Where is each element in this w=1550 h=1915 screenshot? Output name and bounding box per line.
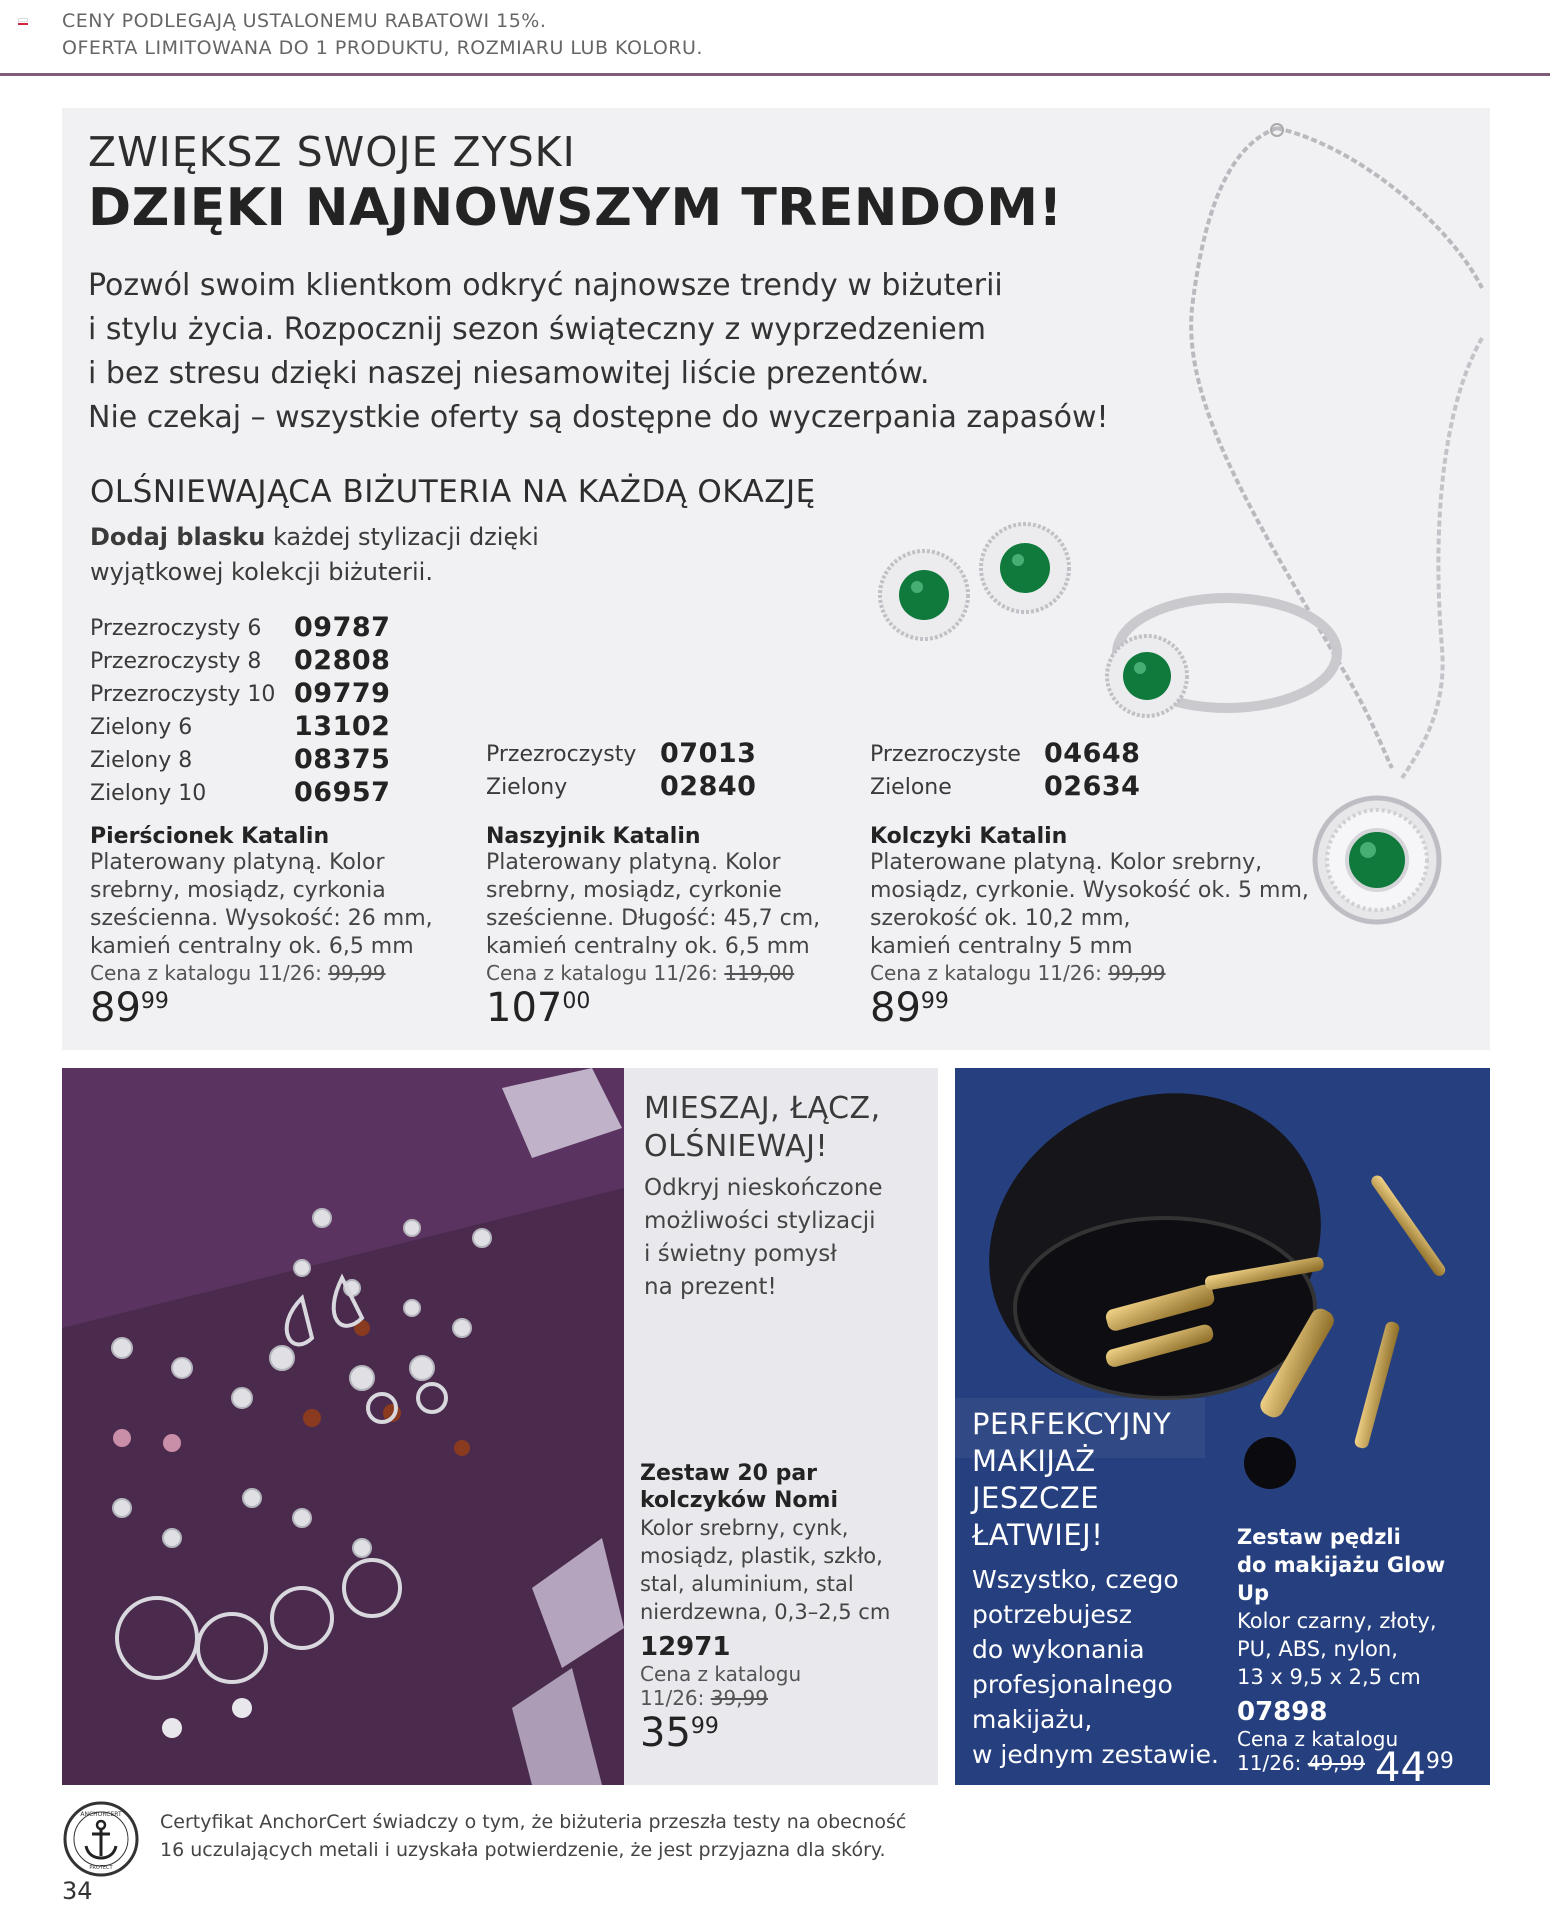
cert-line: Certyfikat AnchorCert świadczy o tym, że biżuteria przeszła testy na obecność <box>160 1811 907 1833</box>
variant-name: Przezroczyste <box>870 742 1021 767</box>
product-desc-line: srebrny, mosiądz, cyrkonia <box>90 878 386 903</box>
variant-row <box>486 738 816 771</box>
price-dec: 99 <box>1425 1749 1454 1774</box>
mix-heading <box>644 1090 881 1166</box>
product-desc-line: sześcienne. Długość: 45,7 cm, <box>486 906 821 931</box>
product-desc-line: Kolor srebrny, cynk, <box>640 1516 849 1540</box>
variant-code: 02808 <box>294 645 391 676</box>
ring-product-info <box>90 824 470 1031</box>
hero-lead <box>88 264 1148 440</box>
badge-top-text: ANCHORCERT <box>80 1811 122 1818</box>
catalog-label: Cena z katalogu 11/26: <box>90 961 329 985</box>
product-desc-line: PU, ABS, nylon, <box>1237 1637 1398 1661</box>
lead-line: Pozwól swoim klientkom odkryć najnowsze trendy w biżuterii <box>88 268 1003 303</box>
brush-body-line: do wykonania <box>972 1635 1145 1664</box>
catalog-price <box>1237 1751 1365 1775</box>
product-desc-line: mosiądz, cyrkonie. Wysokość ok. 5 mm, <box>870 878 1309 903</box>
brush-heading-line: ŁATWIEJ! <box>972 1518 1104 1552</box>
product-desc-line: Kolor czarny, złoty, <box>1237 1609 1437 1633</box>
variant-code: 08375 <box>294 744 391 775</box>
product-name: Naszyjnik Katalin <box>486 824 701 849</box>
flag-icon <box>18 18 28 26</box>
product-name-line: Zestaw 20 par <box>640 1461 818 1486</box>
brush-price-row <box>1237 1745 1482 1785</box>
product-desc-line: srebrny, mosiądz, cyrkonie <box>486 878 782 903</box>
current-price <box>640 1710 930 1756</box>
earring-set-text-panel <box>624 1068 938 1785</box>
section-sub-rest: każdej stylizacji dzięki <box>265 523 539 551</box>
ring-variant-table <box>90 612 420 812</box>
price-int: 107 <box>486 985 563 1031</box>
variant-row <box>870 738 1200 771</box>
lead-line: Nie czekaj – wszystkie oferty są dostępne do wyczerpania zapasów! <box>88 400 1109 435</box>
brush-body <box>972 1562 1219 1772</box>
variant-name: Zielony <box>486 775 568 800</box>
variant-name: Przezroczysty 6 <box>90 616 262 641</box>
product-desc-line: mosiądz, plastik, szkło, <box>640 1544 883 1568</box>
necklace-variant-table <box>486 738 816 808</box>
variant-row <box>90 744 420 777</box>
brush-body-line: potrzebujesz <box>972 1600 1132 1629</box>
old-price: 119,00 <box>724 961 795 985</box>
product-code: 07898 <box>1237 1697 1328 1727</box>
price-int: 44 <box>1375 1745 1426 1785</box>
product-desc-line: Platerowany platyną. Kolor <box>486 850 781 875</box>
jewelry-hero-panel <box>62 108 1490 1050</box>
current-price <box>1375 1745 1454 1785</box>
earring-set-illustration <box>62 1068 624 1785</box>
lead-line: i stylu życia. Rozpocznij sezon świąteczny z wyprzedzeniem <box>88 312 986 347</box>
product-desc-line: stal, aluminium, stal <box>640 1572 854 1596</box>
mix-body-line: możliwości stylizacji <box>644 1208 876 1234</box>
brush-heading-line: JESZCZE <box>972 1481 1100 1515</box>
price-dec: 99 <box>690 1714 719 1739</box>
variant-name: Zielony 8 <box>90 748 193 773</box>
variant-row <box>90 612 420 645</box>
catalog-label-2: 11/26: <box>640 1686 711 1710</box>
brush-body-line: w jednym zestawie. <box>972 1740 1219 1769</box>
brush-heading-line: MAKIJAŻ <box>972 1444 1096 1478</box>
section-subtitle <box>90 520 650 590</box>
catalog-price <box>640 1686 930 1710</box>
mix-heading-line: OLŚNIEWAJ! <box>644 1129 829 1164</box>
brush-set-panel <box>955 1068 1490 1785</box>
mix-heading-line: MIESZAJ, ŁĄCZ, <box>644 1091 881 1126</box>
product-name: Pierścionek Katalin <box>90 824 330 849</box>
variant-row <box>90 678 420 711</box>
variant-code: 07013 <box>660 738 757 769</box>
catalog-price <box>870 961 1350 985</box>
price-dec: 99 <box>920 989 949 1014</box>
variant-name: Zielony 10 <box>90 781 207 806</box>
product-desc-line: kamień centralny ok. 6,5 mm <box>486 934 810 959</box>
header-divider <box>0 73 1550 76</box>
earrings-product-info <box>870 824 1350 1031</box>
catalog-price <box>90 961 470 985</box>
variant-row <box>90 645 420 678</box>
catalog-label: Cena z katalogu <box>1237 1727 1399 1751</box>
product-desc-line: Platerowany platyną. Kolor <box>90 850 385 875</box>
variant-row <box>486 771 816 804</box>
variant-row <box>870 771 1200 804</box>
variant-name: Przezroczysty 8 <box>90 649 262 674</box>
brush-set-info <box>1237 1523 1482 1785</box>
variant-code: 09779 <box>294 678 391 709</box>
variant-row <box>90 777 420 810</box>
price-int: 35 <box>640 1710 691 1756</box>
brush-heading-line: PERFEKCYJNY <box>972 1407 1172 1441</box>
brush-body-line: Wszystko, czego <box>972 1565 1179 1594</box>
section-sub-bold: Dodaj blasku <box>90 523 266 551</box>
product-desc-line: 13 x 9,5 x 2,5 cm <box>1237 1665 1421 1689</box>
section-title: OLŚNIEWAJĄCA BIŻUTERIA NA KAŻDĄ OKAZJĘ <box>90 474 816 510</box>
page-number: 34 <box>62 1877 93 1905</box>
catalog-label: Cena z katalogu 11/26: <box>870 961 1109 985</box>
notice-line-2: OFERTA LIMITOWANA DO 1 PRODUKTU, ROZMIARU LUB KOLORU. <box>62 37 703 59</box>
necklace-product-info <box>486 824 866 1031</box>
old-price: 99,99 <box>1108 961 1166 985</box>
variant-code: 13102 <box>294 711 391 742</box>
product-desc-line: nierdzewna, 0,3–2,5 cm <box>640 1600 891 1624</box>
price-int: 89 <box>90 985 141 1031</box>
brush-heading <box>972 1406 1171 1554</box>
section-sub-line2: wyjątkowej kolekcji biżuterii. <box>90 558 433 586</box>
price-dec: 00 <box>562 989 591 1014</box>
old-price: 49,99 <box>1307 1751 1365 1775</box>
current-price <box>486 985 866 1031</box>
product-name-line: Zestaw pędzli <box>1237 1525 1401 1549</box>
cert-line: 16 uczulających metali i uzyskała potwierdzenie, że jest przyjazna dla skóry. <box>160 1839 886 1861</box>
variant-code: 02634 <box>1044 771 1141 802</box>
certificate-note <box>160 1808 906 1864</box>
badge-bottom-text: PROTECT <box>89 1865 113 1871</box>
earring-set-info <box>640 1460 930 1756</box>
brush-body-line: makijażu, <box>972 1705 1093 1734</box>
earring-set-photo <box>62 1068 624 1785</box>
mix-body-line: Odkryj nieskończone <box>644 1175 883 1201</box>
variant-code: 02840 <box>660 771 757 802</box>
brush-body-line: profesjonalnego <box>972 1670 1173 1699</box>
catalog-price <box>486 961 866 985</box>
current-price <box>870 985 1350 1031</box>
variant-row <box>90 711 420 744</box>
product-desc-line: szerokość ok. 10,2 mm, <box>870 906 1131 931</box>
catalog-label: Cena z katalogu 11/26: <box>486 961 725 985</box>
notice-line-1: CENY PODLEGAJĄ USTALONEMU RABATOWI 15%. <box>62 10 547 32</box>
hero-headline: DZIĘKI NAJNOWSZYM TRENDOM! <box>88 178 1063 238</box>
variant-code: 06957 <box>294 777 391 808</box>
old-price: 99,99 <box>328 961 386 985</box>
product-desc-line: kamień centralny ok. 6,5 mm <box>90 934 414 959</box>
mix-body <box>644 1172 883 1304</box>
variant-name: Przezroczysty 10 <box>90 682 276 707</box>
mix-body-line: i świetny pomysł <box>644 1241 837 1267</box>
catalog-label-2: 11/26: <box>1237 1751 1308 1775</box>
product-name-line: kolczyków Nomi <box>640 1488 839 1513</box>
product-desc-line: Platerowane platyną. Kolor srebrny, <box>870 850 1263 875</box>
current-price <box>90 985 470 1031</box>
anchor-icon <box>62 1800 140 1878</box>
variant-name: Przezroczysty <box>486 742 637 767</box>
price-int: 89 <box>870 985 921 1031</box>
price-dec: 99 <box>140 989 169 1014</box>
variant-name: Zielony 6 <box>90 715 193 740</box>
catalog-label: Cena z katalogu <box>640 1662 802 1686</box>
product-code: 12971 <box>640 1632 731 1662</box>
mix-body-line: na prezent! <box>644 1274 777 1300</box>
product-desc-line: kamień centralny 5 mm <box>870 934 1133 959</box>
old-price: 39,99 <box>710 1686 768 1710</box>
variant-code: 04648 <box>1044 738 1141 769</box>
product-name: Kolczyki Katalin <box>870 824 1068 849</box>
variant-name: Zielone <box>870 775 952 800</box>
variant-code: 09787 <box>294 612 391 643</box>
hero-kicker: ZWIĘKSZ SWOJE ZYSKI <box>88 128 576 176</box>
lead-line: i bez stresu dzięki naszej niesamowitej liście prezentów. <box>88 356 930 391</box>
product-name-line: do makijażu Glow Up <box>1237 1553 1446 1605</box>
product-desc-line: sześcienna. Wysokość: 26 mm, <box>90 906 433 931</box>
earrings-variant-table <box>870 738 1200 808</box>
